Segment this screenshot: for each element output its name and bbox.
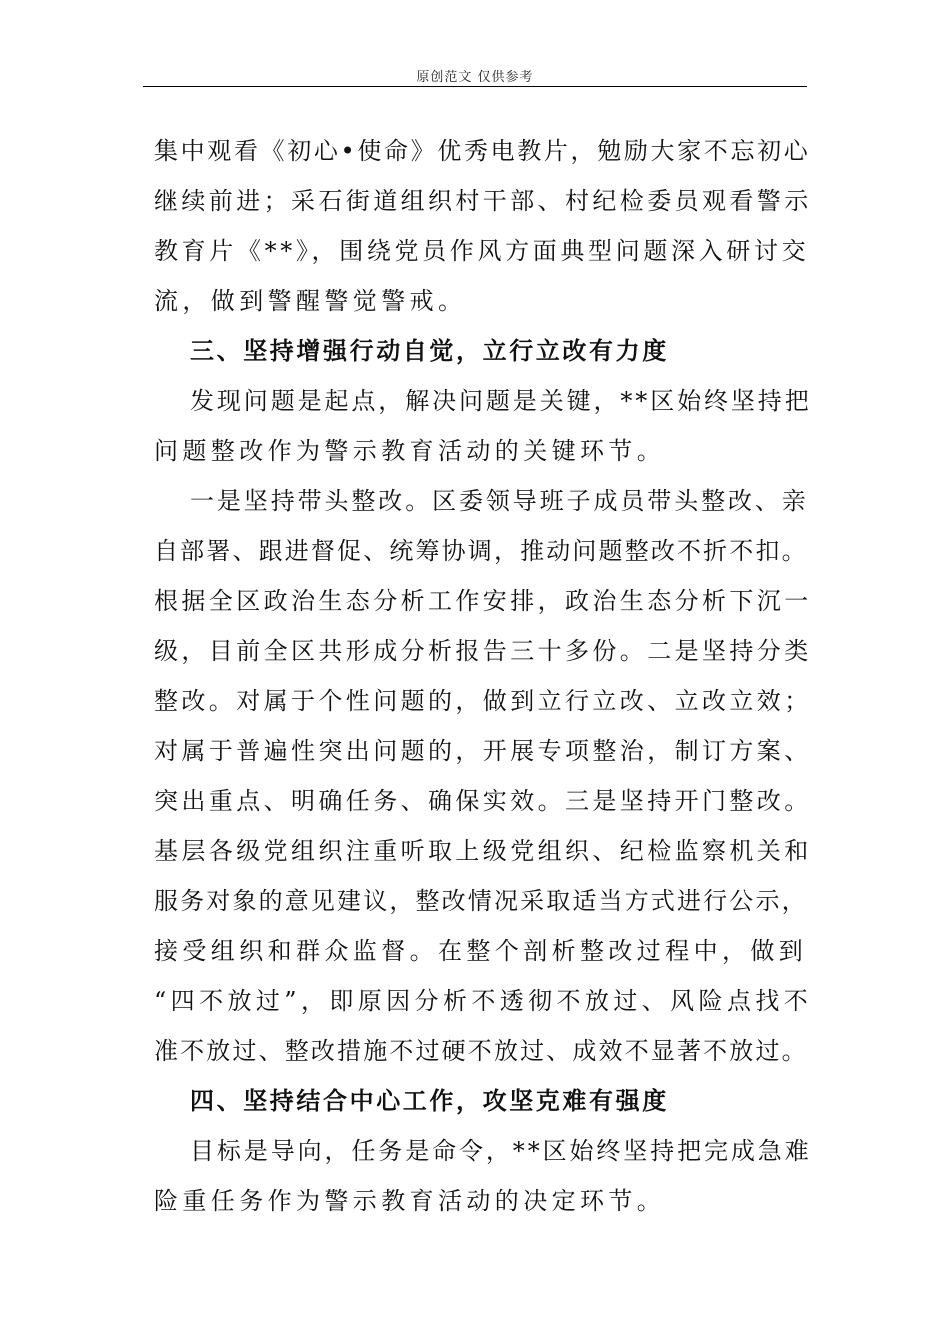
body-line: 突出重点、明确任务、确保实效。三是坚持开门整改。	[154, 787, 812, 815]
body-line: 问题整改作为警示教育活动的关键环节。	[154, 437, 666, 465]
body-line: 接受组织和群众监督。在整个剖析整改过程中，做到	[154, 937, 808, 965]
body-line: “四不放过”，即原因分析不透彻不放过、风险点找不	[154, 987, 813, 1015]
body-line: 级，目前全区共形成分析报告三十多份。二是坚持分类	[154, 637, 812, 665]
section-heading-4: 四、坚持结合中心工作，攻坚克难有强度	[190, 1086, 669, 1115]
body-line: 服务对象的意见建议，整改情况采取适当方式进行公示，	[154, 887, 808, 915]
body-line: 自部署、跟进督促、统筹协调，推动问题整改不折不扣。	[154, 537, 808, 565]
section-heading-3: 三、坚持增强行动自觉，立行立改有力度	[190, 336, 669, 365]
header-rule	[143, 86, 807, 87]
body-line: 一是坚持带头整改。区委领导班子成员带头整改、亲	[190, 487, 809, 515]
body-line: 集中观看《初心•使命》优秀电教片，勉励大家不忘初心	[154, 137, 811, 165]
page-header-text: 原创范文 仅供参考	[416, 70, 534, 85]
body-line: 目标是导向，任务是命令，**区始终坚持把完成急难	[190, 1137, 812, 1165]
body-line: 发现问题是起点，解决问题是关键，**区始终坚持把	[190, 387, 812, 415]
body-line: 流，做到警醒警觉警戒。	[154, 287, 467, 315]
body-line: 教育片《**》，围绕党员作风方面典型问题深入研讨交	[154, 237, 810, 265]
body-line: 继续前进；采石街道组织村干部、村纪检委员观看警示	[154, 187, 812, 215]
body-line: 根据全区政治生态分析工作安排，政治生态分析下沉一	[154, 587, 812, 615]
body-line: 准不放过、整改措施不过硬不放过、成效不显著不放过。	[154, 1037, 808, 1065]
body-line: 险重任务作为警示教育活动的决定环节。	[154, 1187, 666, 1215]
body-line: 对属于普遍性突出问题的，开展专项整治，制订方案、	[154, 737, 812, 765]
body-line: 整改。对属于个性问题的，做到立行立改、立改立效；	[154, 687, 812, 715]
body-line: 基层各级党组织注重听取上级党组织、纪检监察机关和	[154, 837, 812, 865]
